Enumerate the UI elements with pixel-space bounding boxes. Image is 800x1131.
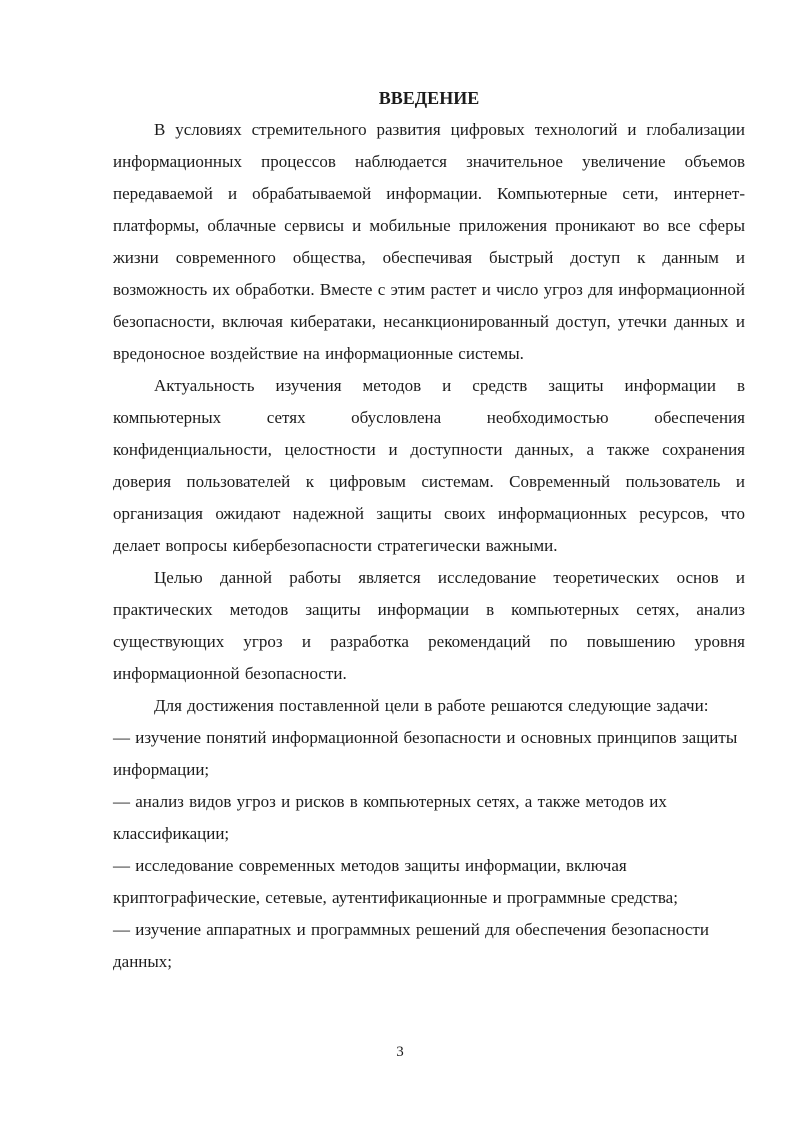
intro-paragraph-1: В условиях стремительного развития цифровых технологий и глобализации информационных процессов наблюдается значительное увеличение объемов передаваемой и обрабатываемой информации. Компьютерные сети, интернет-платформы, облачные сервисы и мобильные приложения проникают во все сферы жизни современного общества, обеспечивая быстрый доступ к данным и возможность их обработки. Вместе с этим растет и число угроз для информационной безопасности, включая кибератаки, несанкционированный доступ, утечки данных и вредоносное воздействие на информационные системы. — [113, 120, 745, 363]
section-heading: ВВЕДЕНИЕ — [378, 88, 480, 108]
task-item-4: — изучение аппаратных и программных решений для обеспечения безопасности данных; — [113, 920, 709, 971]
intro-paragraph-2: Актуальность изучения методов и средств защиты информации в компьютерных сетях обусловлена необходимостью обеспечения конфиденциальности, целостности и доступности данных, а также сохранения доверия пользователей к цифровым системам. Современный пользователь и организация ожидают надежной защиты своих информационных ресурсов, что делает вопросы кибербезопасности стратегически важными. — [113, 376, 745, 555]
task-item-2: — анализ видов угроз и рисков в компьютерных сетях, а также методов их классификации; — [113, 792, 667, 843]
intro-paragraph-4: Для достижения поставленной цели в работе решаются следующие задачи: — [154, 696, 709, 715]
task-item-3: — исследование современных методов защиты информации, включая криптографические, сетевые, аутентификационные и программные средства; — [113, 856, 678, 907]
intro-paragraph-3: Целью данной работы является исследование теоретических основ и практических методов защиты информации в компьютерных сетях, анализ существующих угроз и разработка рекомендаций по повышению уровня информационной безопасности. — [113, 568, 745, 683]
page-number: 3 — [396, 1044, 404, 1060]
text-column — [113, 82, 745, 978]
task-item-1: — изучение понятий информационной безопасности и основных принципов защиты информации; — [113, 728, 738, 779]
